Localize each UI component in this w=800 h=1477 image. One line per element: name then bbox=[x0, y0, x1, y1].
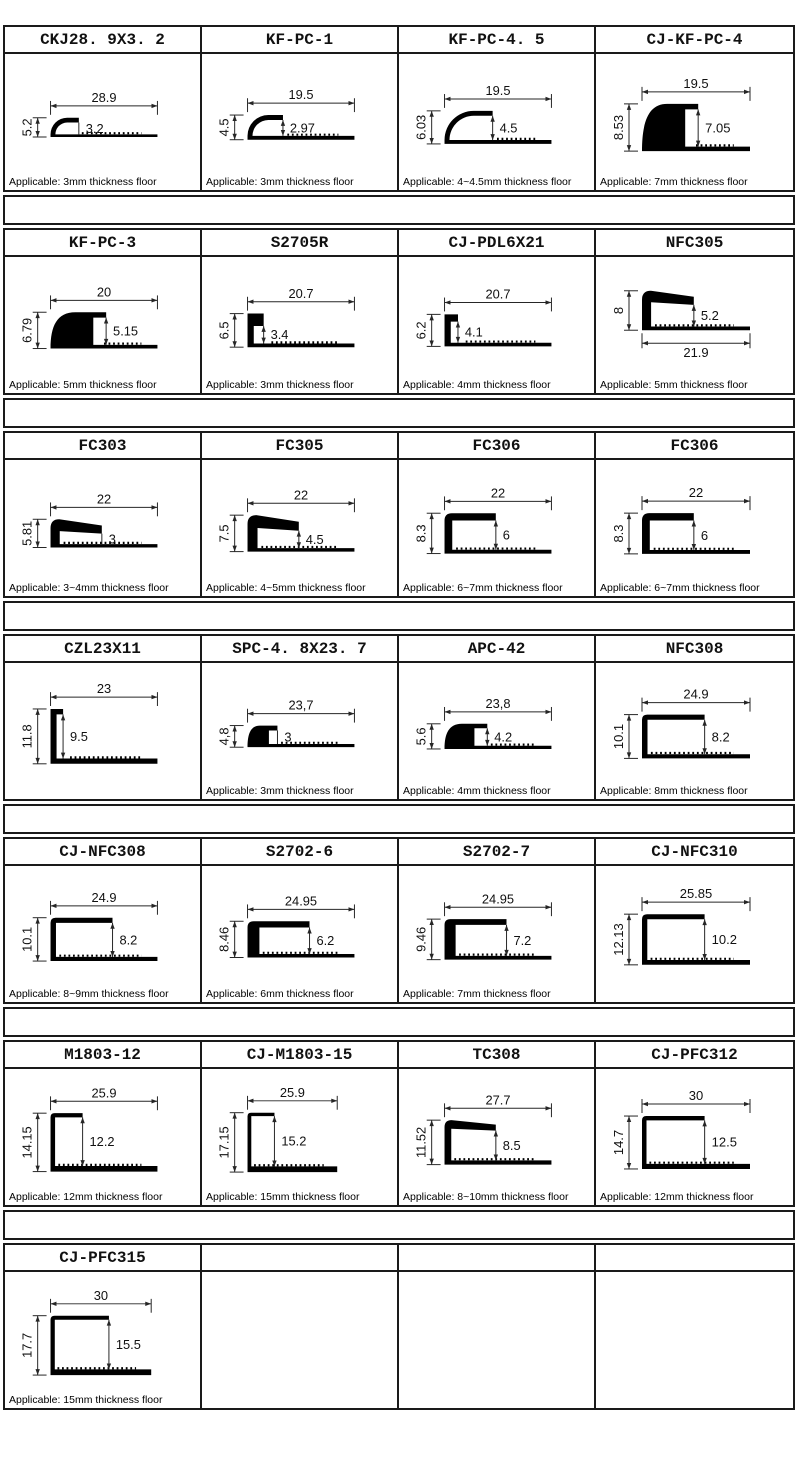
profile-cell bbox=[202, 1069, 399, 1205]
svg-text:8.3: 8.3 bbox=[611, 524, 626, 543]
svg-text:5.6: 5.6 bbox=[413, 727, 429, 746]
profile-cell bbox=[596, 1069, 793, 1205]
svg-text:8.2: 8.2 bbox=[711, 729, 730, 745]
profile-cell bbox=[596, 460, 793, 596]
profile-drawing-hook-sloped bbox=[596, 257, 793, 381]
profile-title: CZL23X11 bbox=[5, 636, 202, 661]
profile-title: SPC-4. 8X23. 7 bbox=[202, 636, 399, 661]
profile-drawing-hook-sloped bbox=[202, 460, 397, 584]
applicable-note: Applicable: 4~4.5mm thickness floor bbox=[403, 176, 572, 188]
svg-text:7.2: 7.2 bbox=[513, 932, 532, 948]
svg-text:17.15: 17.15 bbox=[216, 1126, 232, 1159]
profile-title: FC303 bbox=[5, 433, 202, 458]
profile-block-row bbox=[3, 25, 795, 192]
profile-title: NFC308 bbox=[665, 639, 724, 658]
profile-drawing-hook-square bbox=[5, 866, 200, 990]
profile-drawing-hook-square bbox=[5, 1272, 200, 1396]
profile-catalog-grid bbox=[3, 25, 795, 1410]
profile-cross-section bbox=[642, 715, 750, 759]
profile-title: CJ-NFC308 bbox=[5, 839, 202, 864]
svg-text:10.1: 10.1 bbox=[19, 926, 35, 952]
applicable-note: Applicable: 3mm thickness floor bbox=[206, 379, 354, 391]
svg-text:3: 3 bbox=[284, 729, 292, 745]
svg-text:8: 8 bbox=[611, 306, 626, 315]
svg-text:17.7: 17.7 bbox=[19, 1332, 35, 1358]
profile-cell bbox=[202, 460, 399, 596]
applicable-note: Applicable: 6mm thickness floor bbox=[206, 988, 354, 1000]
svg-text:14.15: 14.15 bbox=[19, 1126, 35, 1159]
applicable-note: Applicable: 4mm thickness floor bbox=[403, 379, 551, 391]
row-spacer bbox=[3, 1210, 795, 1240]
svg-text:2.97: 2.97 bbox=[289, 120, 315, 136]
profile-cell bbox=[399, 866, 596, 1002]
profile-title bbox=[399, 1245, 596, 1270]
profile-drawing-solid-curve bbox=[5, 257, 200, 381]
profile-drawing-l-knob bbox=[202, 257, 397, 381]
svg-text:23: 23 bbox=[96, 681, 112, 697]
block-body-row bbox=[5, 460, 793, 596]
profile-drawing-apc-curve bbox=[399, 663, 594, 787]
svg-text:4.5: 4.5 bbox=[305, 531, 324, 547]
block-header-row bbox=[5, 230, 793, 257]
block-header-row bbox=[5, 433, 793, 460]
svg-text:8.5: 8.5 bbox=[502, 1137, 521, 1153]
applicable-note: Applicable: 6~7mm thickness floor bbox=[403, 582, 563, 594]
profile-drawing-l-lip bbox=[5, 1069, 200, 1193]
profile-drawing-hook-square bbox=[596, 866, 793, 990]
svg-text:3.2: 3.2 bbox=[85, 120, 104, 136]
applicable-note: Applicable: 8~9mm thickness floor bbox=[9, 988, 169, 1000]
profile-title: CJ-KF-PC-4 bbox=[646, 30, 743, 49]
applicable-note: Applicable: 15mm thickness floor bbox=[9, 1394, 163, 1406]
profile-title: KF-PC-1 bbox=[202, 27, 399, 52]
profile-title: FC306 bbox=[399, 433, 596, 458]
profile-drawing-hook-thick bbox=[399, 866, 594, 990]
applicable-note: Applicable: 5mm thickness floor bbox=[9, 379, 157, 391]
profile-cell bbox=[399, 460, 596, 596]
svg-text:28.9: 28.9 bbox=[91, 89, 117, 105]
profile-block-row bbox=[3, 1243, 795, 1410]
profile-cross-section bbox=[51, 918, 158, 961]
svg-text:30: 30 bbox=[93, 1287, 109, 1303]
row-spacer bbox=[3, 1007, 795, 1037]
block-header-row bbox=[5, 1245, 793, 1272]
row-spacer bbox=[3, 804, 795, 834]
profile-drawing-hook-square bbox=[596, 663, 793, 787]
profile-title: CJ-PFC312 bbox=[651, 1045, 738, 1064]
profile-title: S2702-6 bbox=[202, 839, 399, 864]
profile-cell bbox=[5, 1069, 202, 1205]
profile-block-row bbox=[3, 1040, 795, 1207]
profile-block-row bbox=[3, 431, 795, 598]
profile-cell bbox=[596, 663, 793, 799]
profile-cross-section bbox=[445, 1120, 552, 1165]
profile-cell bbox=[399, 1272, 596, 1408]
block-header-row bbox=[5, 839, 793, 866]
svg-text:4.1: 4.1 bbox=[464, 324, 483, 340]
block-header-row bbox=[5, 27, 793, 54]
profile-title: CJ-PFC315 bbox=[5, 1245, 202, 1270]
profile-cell bbox=[596, 1272, 793, 1408]
svg-text:8.2: 8.2 bbox=[119, 932, 138, 948]
svg-text:12.2: 12.2 bbox=[89, 1134, 115, 1150]
profile-title: CKJ28. 9X3. 2 bbox=[5, 27, 202, 52]
svg-text:24.95: 24.95 bbox=[481, 891, 515, 907]
block-body-row bbox=[5, 54, 793, 190]
applicable-note: Applicable: 7mm thickness floor bbox=[600, 176, 748, 188]
profile-cross-section bbox=[248, 515, 355, 551]
svg-text:10.2: 10.2 bbox=[711, 932, 737, 948]
profile-cross-section bbox=[642, 104, 750, 151]
profile-drawing-hook-sloped bbox=[5, 460, 200, 584]
profile-drawing-c-curve bbox=[399, 54, 594, 178]
svg-text:19.5: 19.5 bbox=[485, 83, 511, 99]
applicable-note: Applicable: 6~7mm thickness floor bbox=[600, 582, 760, 594]
profile-title: CJ-NFC310 bbox=[651, 842, 738, 861]
svg-text:8.53: 8.53 bbox=[611, 114, 626, 141]
row-spacer bbox=[3, 195, 795, 225]
profile-title: FC305 bbox=[202, 433, 399, 458]
profile-cross-section bbox=[51, 709, 158, 764]
profile-block-row bbox=[3, 634, 795, 801]
profile-title: APC-42 bbox=[399, 636, 596, 661]
applicable-note: Applicable: 5mm thickness floor bbox=[600, 379, 748, 391]
profile-cell bbox=[596, 257, 793, 393]
svg-text:3: 3 bbox=[108, 531, 116, 547]
profile-cell bbox=[202, 54, 399, 190]
profile-cell bbox=[202, 866, 399, 1002]
profile-title: CJ-M1803-15 bbox=[202, 1042, 399, 1067]
profile-cell bbox=[596, 866, 793, 1002]
profile-title bbox=[202, 1245, 399, 1270]
block-body-row bbox=[5, 663, 793, 799]
svg-text:4.5: 4.5 bbox=[216, 118, 232, 137]
svg-text:20.7: 20.7 bbox=[485, 286, 511, 302]
svg-text:11.8: 11.8 bbox=[19, 724, 35, 749]
svg-text:25.9: 25.9 bbox=[279, 1084, 305, 1100]
block-header-row bbox=[5, 636, 793, 663]
profile-cell bbox=[202, 257, 399, 393]
svg-text:7.5: 7.5 bbox=[216, 524, 232, 543]
svg-text:25.85: 25.85 bbox=[679, 886, 713, 902]
svg-text:30: 30 bbox=[688, 1088, 704, 1104]
applicable-note: Applicable: 12mm thickness floor bbox=[9, 1191, 163, 1203]
profile-cell bbox=[202, 663, 399, 799]
profile-cell bbox=[399, 663, 596, 799]
applicable-note: Applicable: 3mm thickness floor bbox=[206, 176, 354, 188]
svg-text:3.4: 3.4 bbox=[270, 327, 289, 343]
profile-cross-section bbox=[248, 726, 355, 748]
svg-text:27.7: 27.7 bbox=[485, 1092, 511, 1108]
block-body-row bbox=[5, 257, 793, 393]
svg-text:22: 22 bbox=[490, 485, 506, 501]
svg-text:12.5: 12.5 bbox=[711, 1134, 737, 1150]
applicable-note: Applicable: 12mm thickness floor bbox=[600, 1191, 754, 1203]
svg-text:6.2: 6.2 bbox=[316, 933, 335, 949]
applicable-note: Applicable: 3mm thickness floor bbox=[9, 176, 157, 188]
profile-title: CJ-PDL6X21 bbox=[399, 230, 596, 255]
profile-block-row bbox=[3, 837, 795, 1004]
profile-drawing-hook-thick bbox=[202, 866, 397, 990]
profile-drawing-hook-square bbox=[596, 1069, 793, 1193]
profile-cell bbox=[5, 866, 202, 1002]
svg-text:4,8: 4,8 bbox=[216, 727, 232, 746]
svg-text:20: 20 bbox=[96, 284, 112, 300]
profile-title: TC308 bbox=[399, 1042, 596, 1067]
svg-text:15.2: 15.2 bbox=[281, 1133, 307, 1149]
svg-text:25.9: 25.9 bbox=[91, 1085, 117, 1101]
svg-text:22: 22 bbox=[96, 491, 112, 507]
svg-text:19.5: 19.5 bbox=[683, 75, 709, 91]
svg-text:9.46: 9.46 bbox=[413, 926, 429, 952]
profile-drawing-bump bbox=[202, 663, 397, 787]
profile-cell bbox=[5, 663, 202, 799]
svg-text:21.9: 21.9 bbox=[683, 345, 709, 361]
row-spacer bbox=[3, 601, 795, 631]
block-body-row bbox=[5, 1069, 793, 1205]
svg-text:20.7: 20.7 bbox=[288, 285, 314, 301]
profile-cell bbox=[5, 460, 202, 596]
applicable-note: Applicable: 4mm thickness floor bbox=[403, 785, 551, 797]
svg-text:24.95: 24.95 bbox=[284, 893, 318, 909]
profile-title: KF-PC-4. 5 bbox=[399, 27, 596, 52]
profile-drawing-hook-sloped bbox=[399, 1069, 594, 1193]
svg-text:19.5: 19.5 bbox=[288, 87, 314, 103]
profile-title: KF-PC-3 bbox=[5, 230, 202, 255]
profile-title: FC306 bbox=[670, 436, 719, 455]
profile-cell bbox=[399, 54, 596, 190]
svg-text:6: 6 bbox=[502, 527, 510, 543]
svg-text:5.2: 5.2 bbox=[700, 308, 719, 324]
svg-text:6.2: 6.2 bbox=[413, 321, 429, 340]
svg-text:5.81: 5.81 bbox=[19, 520, 35, 546]
svg-text:6.79: 6.79 bbox=[19, 317, 35, 343]
block-body-row bbox=[5, 866, 793, 1002]
applicable-note: Applicable: 3~4mm thickness floor bbox=[9, 582, 169, 594]
profile-drawing-l-lip bbox=[202, 1069, 397, 1193]
svg-text:7.05: 7.05 bbox=[705, 120, 731, 136]
svg-text:23,7: 23,7 bbox=[288, 697, 314, 713]
profile-cell bbox=[399, 1069, 596, 1205]
block-header-row bbox=[5, 1042, 793, 1069]
profile-title: NFC305 bbox=[665, 233, 724, 252]
profile-drawing-l-knob bbox=[399, 257, 594, 381]
row-spacer bbox=[3, 398, 795, 428]
svg-text:15.5: 15.5 bbox=[115, 1337, 141, 1353]
profile-cell bbox=[399, 257, 596, 393]
svg-text:10.1: 10.1 bbox=[611, 723, 626, 750]
profile-title: S2702-7 bbox=[399, 839, 596, 864]
profile-drawing-c-curve bbox=[202, 54, 397, 178]
profile-drawing-hook-square bbox=[399, 460, 594, 584]
profile-cell bbox=[202, 1272, 399, 1408]
svg-text:6: 6 bbox=[700, 527, 709, 543]
applicable-note: Applicable: 8mm thickness floor bbox=[600, 785, 748, 797]
profile-drawing-c-curve bbox=[5, 54, 200, 178]
svg-text:6.03: 6.03 bbox=[413, 114, 429, 140]
profile-drawing-solid-curve bbox=[596, 54, 793, 178]
block-body-row bbox=[5, 1272, 793, 1408]
applicable-note: Applicable: 3mm thickness floor bbox=[206, 785, 354, 797]
profile-cell bbox=[596, 54, 793, 190]
profile-block-row bbox=[3, 228, 795, 395]
profile-cell bbox=[5, 54, 202, 190]
svg-text:14.7: 14.7 bbox=[611, 1129, 626, 1156]
svg-text:22: 22 bbox=[688, 485, 704, 501]
profile-title bbox=[596, 1245, 793, 1270]
svg-text:5.2: 5.2 bbox=[19, 118, 35, 137]
svg-text:23,8: 23,8 bbox=[485, 695, 511, 711]
svg-text:4.2: 4.2 bbox=[494, 729, 513, 745]
applicable-note: Applicable: 7mm thickness floor bbox=[403, 988, 551, 1000]
profile-title: M1803-12 bbox=[5, 1042, 202, 1067]
svg-text:4.5: 4.5 bbox=[499, 120, 518, 136]
applicable-note: Applicable: 4~5mm thickness floor bbox=[206, 582, 366, 594]
svg-text:5.15: 5.15 bbox=[113, 323, 139, 339]
svg-text:12.13: 12.13 bbox=[611, 923, 626, 956]
svg-text:24.9: 24.9 bbox=[683, 686, 709, 702]
profile-cell bbox=[5, 1272, 202, 1408]
profile-cell bbox=[5, 257, 202, 393]
svg-text:22: 22 bbox=[293, 487, 309, 503]
svg-text:6.5: 6.5 bbox=[216, 321, 232, 340]
applicable-note: Applicable: 8~10mm thickness floor bbox=[403, 1191, 569, 1203]
svg-text:8.3: 8.3 bbox=[413, 524, 429, 543]
svg-text:8.46: 8.46 bbox=[216, 926, 232, 952]
profile-drawing-l-knob bbox=[5, 663, 200, 787]
svg-text:9.5: 9.5 bbox=[70, 728, 88, 744]
applicable-note: Applicable: 15mm thickness floor bbox=[206, 1191, 360, 1203]
svg-text:24.9: 24.9 bbox=[91, 889, 117, 905]
svg-text:11.52: 11.52 bbox=[413, 1126, 429, 1159]
profile-title: S2705R bbox=[202, 230, 399, 255]
profile-drawing-hook-square bbox=[596, 460, 793, 584]
